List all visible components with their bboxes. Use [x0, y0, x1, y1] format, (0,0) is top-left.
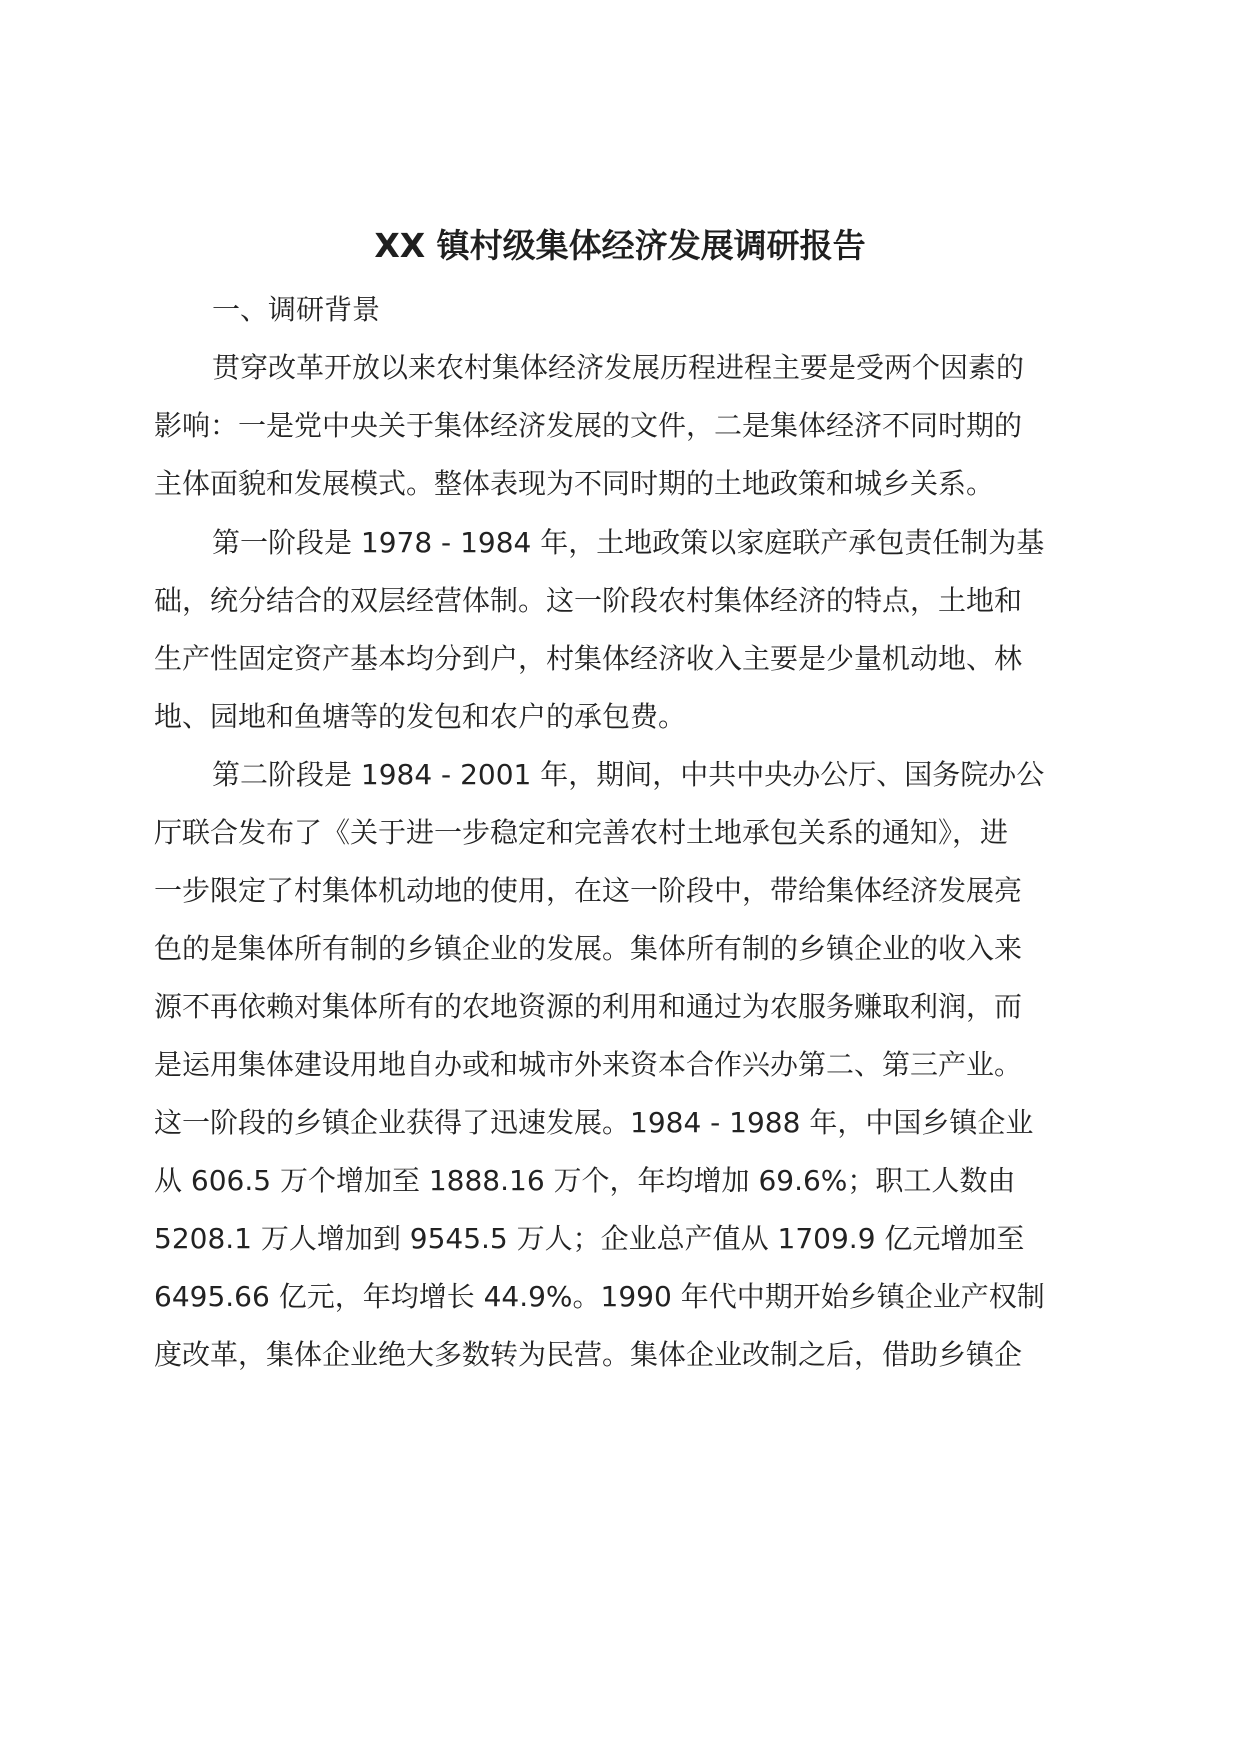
paragraph-line: 地、园地和鱼塘等的发包和农户的承包费。	[154, 700, 687, 733]
paragraph-line: 色的是集体所有制的乡镇企业的发展。集体所有制的乡镇企业的收入来	[154, 932, 1023, 965]
paragraph-line: 源不再依赖对集体所有的农地资源的利用和通过为农服务赚取利润，而	[154, 990, 1023, 1023]
paragraph-line: 贯穿改革开放以来农村集体经济发展历程进程主要是受两个因素的	[212, 351, 1025, 384]
paragraph-line: 影响：一是党中央关于集体经济发展的文件，二是集体经济不同时期的	[154, 409, 1023, 442]
paragraph-line: 生产性固定资产基本均分到户，村集体经济收入主要是少量机动地、林	[154, 642, 1023, 675]
paragraph-line: 第二阶段是 1984 - 2001 年，期间，中共中央办公厅、国务院办公	[212, 758, 1045, 791]
paragraph-line: 第一阶段是 1978 - 1984 年，土地政策以家庭联产承包责任制为基	[212, 526, 1045, 559]
section-heading: 一、调研背景	[212, 293, 381, 326]
paragraph-line: 这一阶段的乡镇企业获得了迅速发展。1984 - 1988 年，中国乡镇企业	[154, 1106, 1034, 1139]
paragraph-line: 度改革，集体企业绝大多数转为民营。集体企业改制之后，借助乡镇企	[154, 1338, 1023, 1371]
paragraph-line: 主体面貌和发展模式。整体表现为不同时期的土地政策和城乡关系。	[154, 467, 995, 500]
paragraph-line: 5208.1 万人增加到 9545.5 万人；企业总产值从 1709.9 亿元增加至	[154, 1222, 1025, 1255]
paragraph-line: 础，统分结合的双层经营体制。这一阶段农村集体经济的特点，土地和	[154, 584, 1023, 617]
paragraph-line: 是运用集体建设用地自办或和城市外来资本合作兴办第二、第三产业。	[154, 1048, 1023, 1081]
paragraph-line: 一步限定了村集体机动地的使用，在这一阶段中，带给集体经济发展亮	[154, 874, 1023, 907]
paragraph-line: 从 606.5 万个增加至 1888.16 万个，年均增加 69.6%；职工人数由	[154, 1164, 1016, 1197]
document-title: XX 镇村级集体经济发展调研报告	[374, 226, 866, 265]
paragraph-line: 6495.66 亿元，年均增长 44.9%。1990 年代中期开始乡镇企业产权制	[154, 1280, 1045, 1313]
paragraph-line: 厅联合发布了《关于进一步稳定和完善农村土地承包关系的通知》，进	[154, 816, 1009, 849]
